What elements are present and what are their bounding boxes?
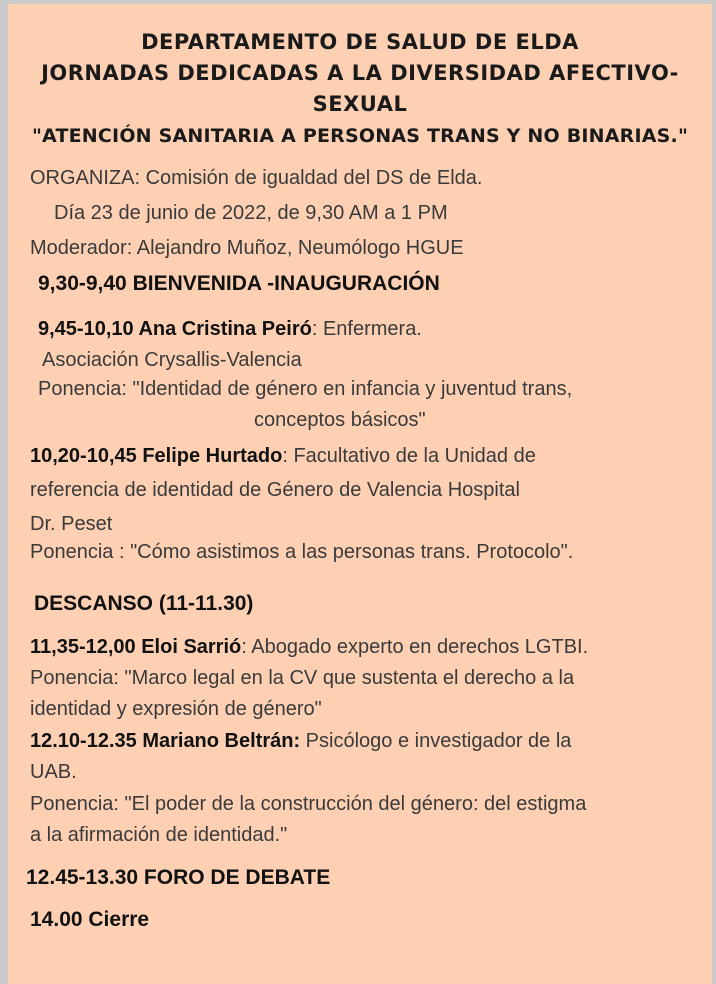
session-2-time-name: 10,20-10,45 Felipe Hurtado (30, 445, 283, 467)
session-1-role: : Enfermera. (311, 318, 422, 340)
session-2-title (30, 444, 536, 468)
session-4-line-3: Ponencia: "El poder de la construcción del género: del estigma (30, 793, 587, 815)
session-3-line-2: Ponencia: "Marco legal en la CV que sustenta el derecho a la (30, 667, 575, 689)
header-line-3: SEXUAL (312, 92, 408, 116)
session-2-line-4: Ponencia : "Cómo asistimos a las personas trans. Protocolo". (30, 541, 574, 563)
session-1-line-3: Ponencia: "Identidad de género en infancia y juventud trans, (38, 378, 573, 400)
session-4-time-name: 12.10-12.35 Mariano Beltrán: (30, 730, 301, 752)
session-3-line-3: identidad y expresión de género" (30, 698, 322, 720)
header-line-4: "ATENCIÓN SANITARIA A PERSONAS TRANS Y NO BINARIAS." (31, 125, 689, 147)
session-4-line-4: a la afirmación de identidad." (30, 824, 288, 846)
cierre-heading: 14.00 Cierre (30, 908, 150, 931)
session-3-role: : Abogado experto en derechos LGTBI. (241, 636, 589, 658)
session-3-time-name: 11,35-12,00 Eloi Sarrió (30, 636, 242, 658)
bienvenida-heading: 9,30-9,40 BIENVENIDA -INAUGURACIÓN (38, 272, 440, 295)
session-4-line-2: UAB. (30, 761, 77, 783)
foro-heading: 12.45-13.30 FORO DE DEBATE (26, 866, 331, 889)
session-4-role: Psicólogo e investigador de la (300, 730, 572, 752)
header-line-1: DEPARTAMENTO DE SALUD DE ELDA (141, 30, 579, 54)
descanso-heading: DESCANSO (11-11.30) (34, 592, 254, 615)
session-2-line-2: referencia de identidad de Género de Valencia Hospital (30, 479, 520, 501)
session-2-line-3: Dr. Peset (30, 513, 113, 535)
session-4-title (30, 729, 571, 753)
flyer-page (8, 4, 712, 984)
fecha-text: Día 23 de junio de 2022, de 9,30 AM a 1 PM (54, 202, 448, 224)
organiza-text: ORGANIZA: Comisión de igualdad del DS de Elda. (30, 167, 483, 189)
session-2-role: : Facultativo de la Unidad de (282, 445, 536, 467)
moderador-text: Moderador: Alejandro Muñoz, Neumólogo HGUE (30, 237, 464, 259)
session-1-line-4: conceptos básicos" (254, 409, 426, 431)
session-1-title (38, 317, 422, 341)
session-3-title (30, 635, 588, 659)
header-line-2: JORNADAS DEDICADAS A LA DIVERSIDAD AFECTIVO- (41, 61, 679, 85)
session-1-line-2: Asociación Crysallis-Valencia (42, 349, 302, 371)
session-1-time-name: 9,45-10,10 Ana Cristina Peiró (38, 318, 312, 340)
